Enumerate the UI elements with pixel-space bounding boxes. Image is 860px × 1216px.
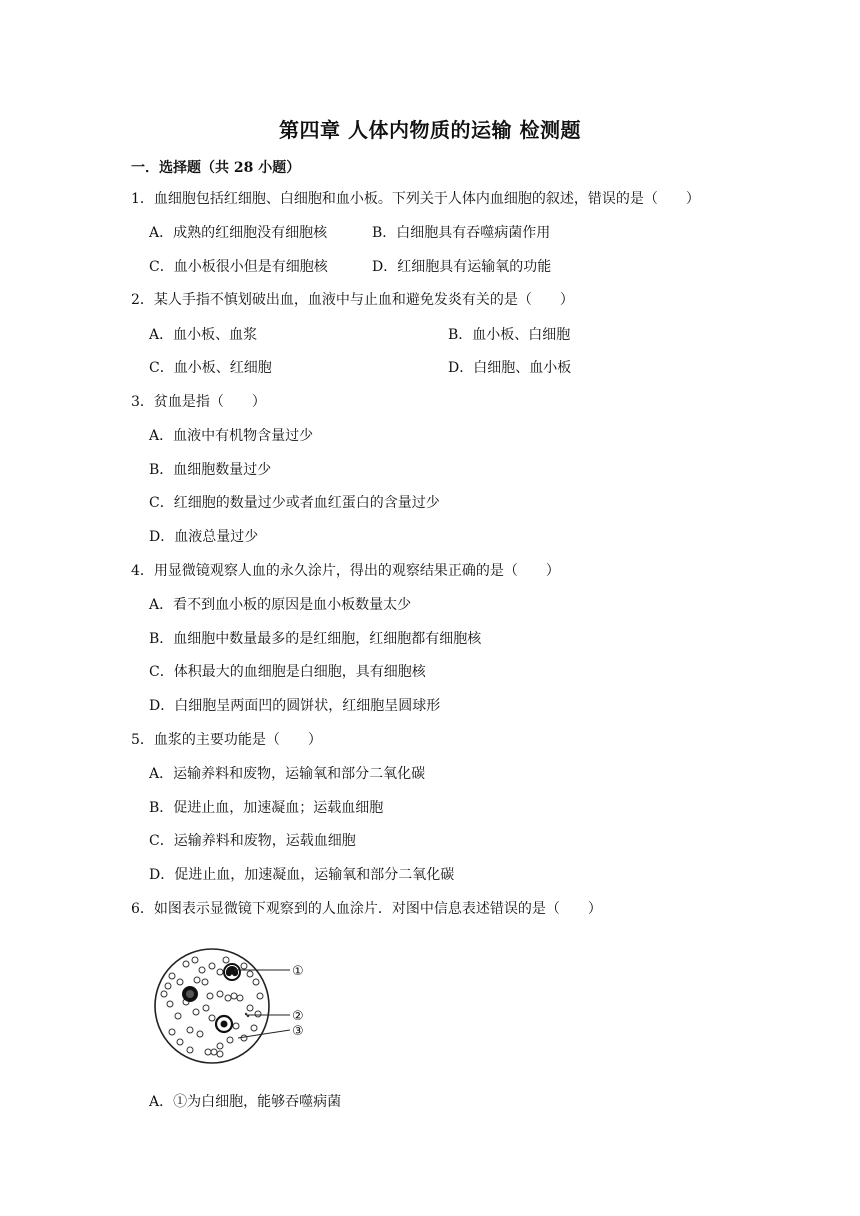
question-stem-5: 5．血浆的主要功能是（ ） [131,732,322,748]
option-1d: D．红细胞具有运输氧的功能 [372,259,552,275]
option-4c: C．体积最大的血细胞是白细胞，具有细胞核 [149,664,426,680]
option-5d: D．促进止血，加速凝血，运输氧和部分二氧化碳 [149,867,455,883]
option-3a: A．血液中有机物含量过少 [149,428,314,444]
option-5a: A．运输养料和废物，运输氧和部分二氧化碳 [149,766,426,782]
option-4d: D．白细胞呈两面凹的圆饼状，红细胞呈圆球形 [149,698,441,714]
option-2c: C．血小板、红细胞 [149,360,272,376]
question-stem-1: 1．血细胞包括红细胞、白细胞和血小板。下列关于人体内血细胞的叙述，错误的是（ ） [131,191,700,207]
option-3b: B．血细胞数量过少 [149,462,272,478]
figure-labels [292,964,304,1039]
option-3c: C．红细胞的数量过少或者血红蛋白的含量过少 [149,495,440,511]
option-4a: A．看不到血小板的原因是血小板数量太少 [149,597,412,613]
question-stem-2: 2．某人手指不慎划破出血，血液中与止血和避免发炎有关的是（ ） [131,292,574,308]
document-title: 第四章 人体内物质的运输 检测题 [279,118,581,142]
blood-smear-figure [150,942,320,1072]
option-5b: B．促进止血，加速凝血；运载血细胞 [149,800,384,816]
option-1c: C．血小板很小但是有细胞核 [149,259,328,275]
label-2: ② [292,1009,304,1024]
label-3: ③ [292,1024,304,1039]
question-stem-4: 4．用显微镜观察人血的永久涂片，得出的观察结果正确的是（ ） [131,563,560,579]
section-heading: 一．选择题（共 28 小题） [131,160,301,176]
option-3d: D．血液总量过少 [149,529,259,545]
option-2b: B．血小板、白细胞 [448,327,571,343]
option-6a: A．①为白细胞，能够吞噬病菌 [149,1094,342,1110]
option-4b: B．血细胞中数量最多的是红细胞，红细胞都有细胞核 [149,631,482,647]
option-1b: B．白细胞具有吞噬病菌作用 [372,225,551,241]
question-stem-3: 3．贫血是指（ ） [131,394,266,410]
question-stem-6: 6．如图表示显微镜下观察到的人血涂片．对图中信息表述错误的是（ ） [131,901,602,917]
option-5c: C．运输养料和废物，运载血细胞 [149,833,356,849]
option-1a: A．成熟的红细胞没有细胞核 [149,225,328,241]
label-1: ① [292,964,304,979]
option-2d: D．白细胞、血小板 [448,360,572,376]
option-2a: A．血小板、血浆 [149,327,258,343]
